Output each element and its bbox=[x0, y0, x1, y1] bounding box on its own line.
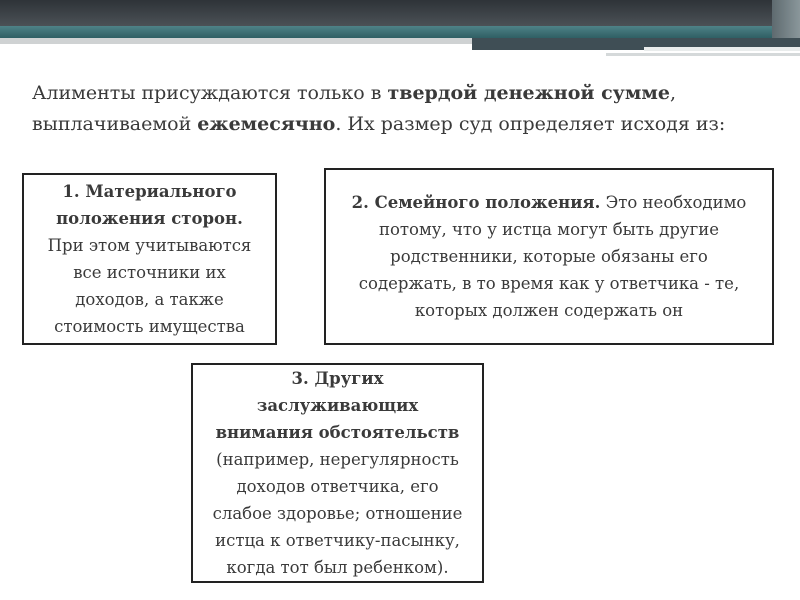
factor-text bbox=[38, 178, 261, 340]
factor-heading: 2. Семейного положения. bbox=[351, 193, 601, 212]
intro-paragraph bbox=[32, 78, 772, 140]
header-band-teal bbox=[0, 26, 800, 38]
factor-description: (например, нерегулярность доходов ответчика, его слабое здоровье; отношение истца к ответчику-пасынку, когда тот был ребенком). bbox=[212, 450, 463, 577]
header-band-light bbox=[0, 38, 472, 44]
factor-box-material bbox=[22, 173, 277, 345]
factor-description: Это необходимо потому, что у истца могут быть другие родственники, которые обязаны его содержать, в то время как у ответчика - те, которых должен содержать он bbox=[358, 193, 747, 320]
header-band-dark bbox=[0, 0, 800, 26]
slide-header-decoration bbox=[0, 0, 800, 60]
factor-heading: 3. Других заслуживающих внимания обстоятельств bbox=[215, 369, 460, 442]
intro-text: Алименты присуждаются только в bbox=[32, 82, 388, 104]
factor-description: При этом учитываются все источники их доходов, а также стоимость имущества bbox=[47, 236, 252, 336]
header-corner bbox=[772, 0, 800, 38]
intro-text: , выплачиваемой bbox=[32, 82, 676, 135]
header-accent-line bbox=[644, 47, 800, 51]
factor-box-other bbox=[191, 363, 484, 583]
intro-emphasis: твердой денежной сумме bbox=[387, 82, 670, 104]
factor-heading: 1. Материального положения сторон. bbox=[56, 182, 243, 228]
intro-emphasis: ежемесячно bbox=[197, 113, 336, 135]
intro-text: . Их размер суд определяет исходя из: bbox=[335, 113, 726, 135]
factor-text bbox=[209, 365, 466, 581]
header-accent-line bbox=[606, 53, 800, 56]
factor-box-family bbox=[324, 168, 774, 345]
factor-text bbox=[342, 189, 756, 324]
